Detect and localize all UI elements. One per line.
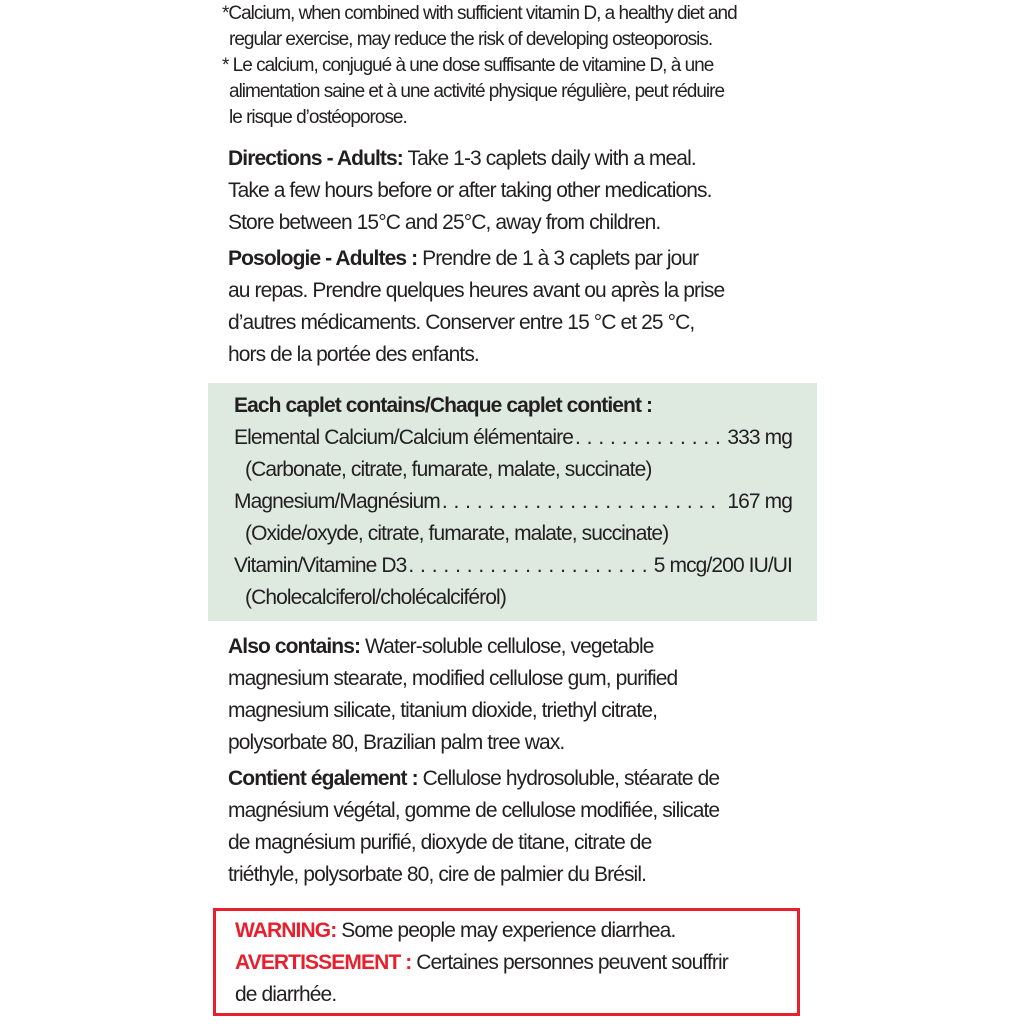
also-en-line-1 [228,631,828,663]
ingredient-amount: 333 mg [727,426,792,449]
disclaimer-line-en-2: regular exercise, may reduce the risk of developing osteoporosis. [229,29,713,50]
warning-en-text: Some people may experience diarrhea. [341,919,676,942]
non-medicinal-ingredients-french [228,763,828,891]
ingredient-note-magnesium: (Oxide/oxyde, citrate, fumarate, malate, succinate) [245,522,669,545]
directions-en-lead: Directions - Adults: [228,147,403,170]
ingredient-note-calcium: (Carbonate, citrate, fumarate, malate, succinate) [245,458,652,481]
disclaimer-line-en-1: *Calcium, when combined with sufficient vitamin D, a healthy diet and [222,3,737,24]
directions-fr-line-2: au repas. Prendre quelques heures avant ou après la prise [228,279,725,302]
also-fr-lead: Contient également : [228,767,418,790]
warning-line-fr-2: de diarrhée. [235,983,337,1006]
also-en-line-3: magnesium silicate, titanium dioxide, triethyl citrate, [228,699,658,722]
warning-en-lead: WARNING: [235,919,337,942]
disclaimer-line-fr-1: * Le calcium, conjugué à une dose suffisante de vitamine D, à une [222,55,714,76]
directions-en-text: Take 1-3 caplets daily with a meal. [407,147,696,170]
contents-heading: Each caplet contains/Chaque caplet contient : [234,394,653,417]
directions-fr-line-1 [228,243,828,275]
also-fr-line-3: de magnésium purifié, dioxyde de titane, citrate de [228,831,652,854]
ingredient-amount: 5 mcg/200 IU/UI [653,554,792,577]
warning-box [213,908,800,1016]
also-fr-line-2: magnésium végétal, gomme de cellulose modifiée, silicate [228,799,720,822]
warning-line-en [235,915,789,947]
ingredient-row-calcium [234,422,792,454]
dot-leader [575,422,723,454]
dot-leader [442,486,724,518]
directions-french [228,243,828,371]
disclaimer-line-fr-3: le risque d’ostéoporose. [229,107,407,128]
ingredient-row-magnesium [234,486,792,518]
directions-fr-line-4: hors de la portée des enfants. [228,343,479,366]
directions-fr-line-3: d’autres médicaments. Conserver entre 15 °C et 25 °C, [228,311,695,334]
ingredient-note-vitamin-d3: (Cholecalciferol/cholécalciférol) [245,586,506,609]
directions-en-line-2: Take a few hours before or after taking other medications. [228,179,712,202]
ingredient-name: Vitamin/Vitamine D3 [234,554,407,577]
also-en-text: Water-soluble cellulose, vegetable [365,635,654,658]
ingredient-row-vitamin-d3 [234,550,792,582]
ingredient-amount: 167 mg [727,490,792,513]
ingredient-name: Elemental Calcium/Calcium élémentaire [234,426,574,449]
dot-leader [408,550,649,582]
directions-fr-text: Prendre de 1 à 3 caplets par jour [422,247,699,270]
medicinal-ingredients-box [208,383,817,621]
also-en-lead: Also contains: [228,635,361,658]
ingredient-name: Magnesium/Magnésium [234,490,440,513]
osteoporosis-disclaimer [222,1,822,131]
also-fr-text: Cellulose hydrosoluble, stéarate de [422,767,720,790]
directions-fr-lead: Posologie - Adultes : [228,247,418,270]
directions-en-line-3: Store between 15°C and 25°C, away from children. [228,211,661,234]
directions-en-line-1 [228,143,828,175]
warning-fr-lead: AVERTISSEMENT : [235,951,412,974]
also-fr-line-1 [228,763,828,795]
non-medicinal-ingredients-english [228,631,828,759]
warning-line-fr-1 [235,947,789,979]
disclaimer-line-fr-2: alimentation saine et à une activité physique régulière, peut réduire [229,81,725,102]
also-en-line-4: polysorbate 80, Brazilian palm tree wax. [228,731,565,754]
warning-fr-text: Certaines personnes peuvent souffrir [416,951,728,974]
directions-english [228,143,828,239]
also-en-line-2: magnesium stearate, modified cellulose gum, purified [228,667,678,690]
also-fr-line-4: triéthyle, polysorbate 80, cire de palmier du Brésil. [228,863,647,886]
